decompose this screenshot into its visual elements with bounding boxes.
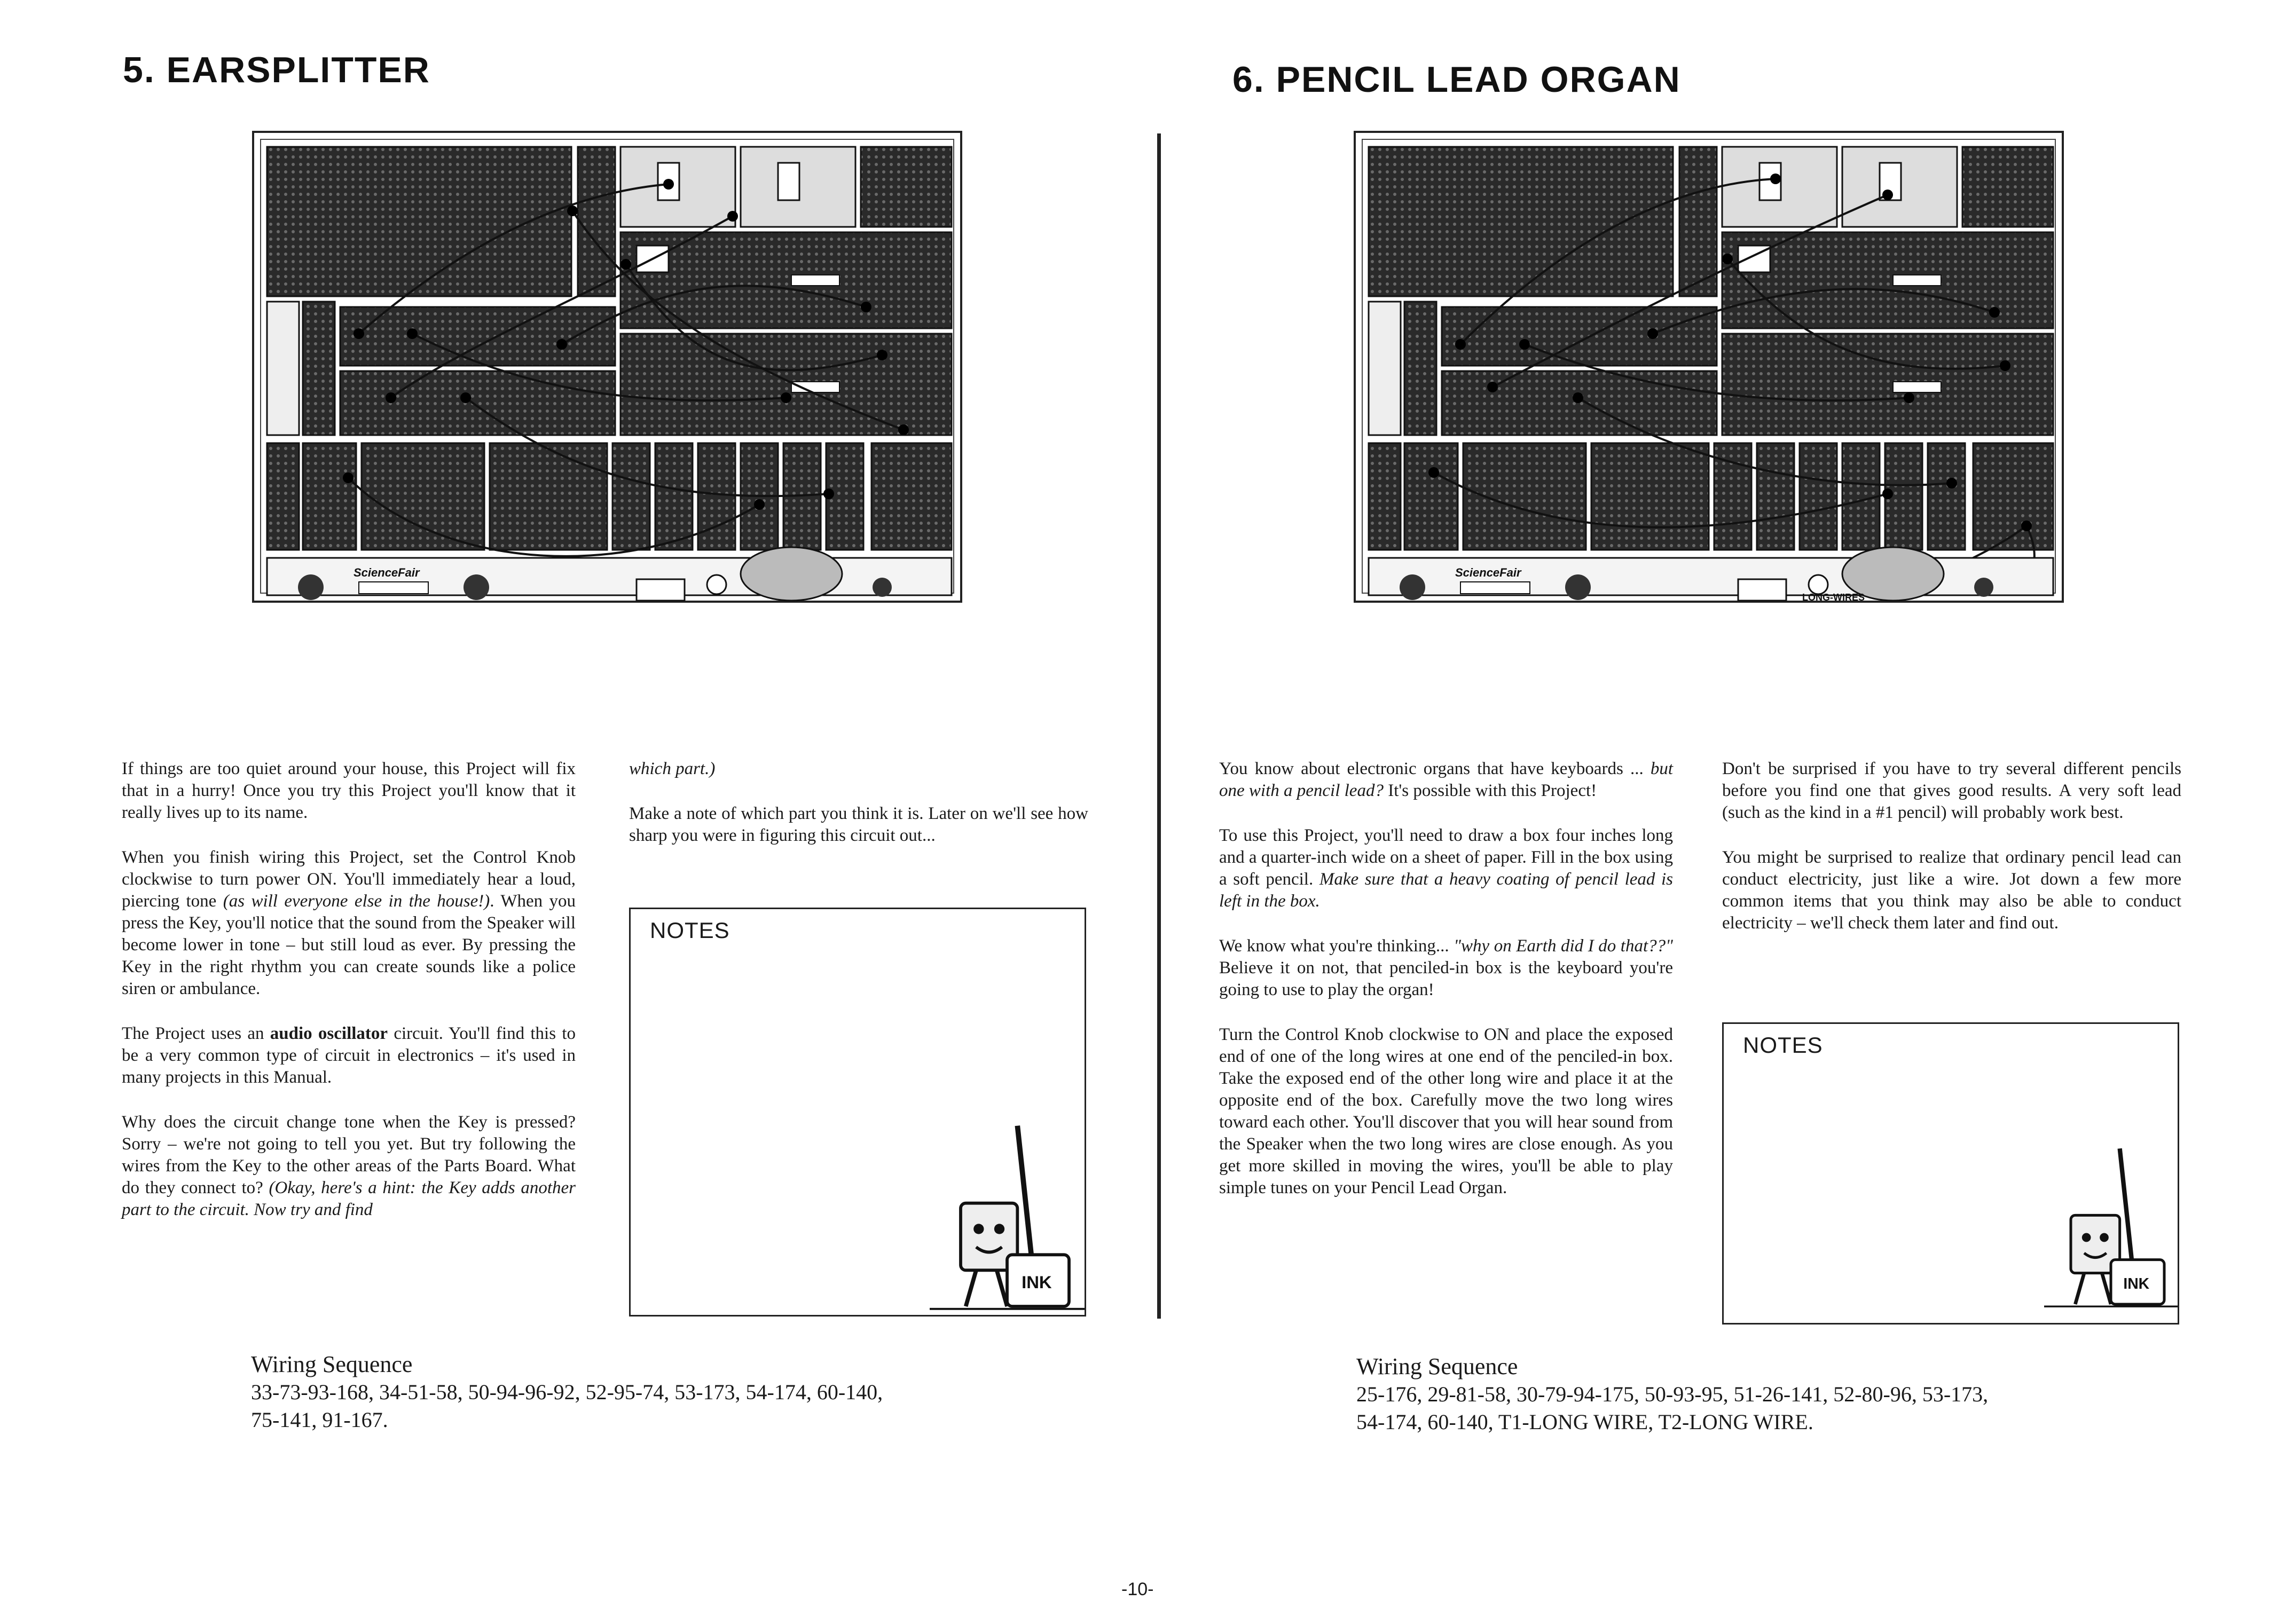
paragraph: The Project uses an audio oscillator circuit. You'll find this to be a very common type of circuit in electronics – it's used in many projects in this Manual. [122, 1024, 576, 1087]
wiring-sequence-title: Wiring Sequence [251, 1351, 413, 1377]
notes-label: NOTES [650, 918, 730, 943]
paragraph: To use this Project, you'll need to draw a box four inches long and a quarter-inch wide on a sheet of paper. Fill in the box using a soft pencil. Make sure that a heavy coating of pencil lead is left in the box. [1219, 826, 1673, 911]
earsplitter-text-column-2 [629, 758, 1088, 870]
wiring-sequence-line: 25-176, 29-81-58, 30-79-94-175, 50-93-95, 51-26-141, 52-80-96, 53-173, [1356, 1382, 1989, 1406]
paragraph: Make a note of which part you think it is. Later on we'll see how sharp you were in figuring this circuit out... [629, 804, 1088, 845]
board-brand-label: ScienceFair [354, 566, 420, 579]
paragraph: We know what you're thinking... "why on Earth did I do that??" Believe it on not, that penciled-in box is the keyboard you're going to use to play the organ! [1219, 936, 1673, 999]
ink-mascot-icon [930, 1112, 1085, 1315]
paragraph: Turn the Control Knob clockwise to ON and place the exposed end of one of the long wires at one end of the penciled-in box. Take the exposed end of the other long wire and place it at the opposite end of the box. Carefully move the two long wires toward each other. You'll discover that you will hear sound from the Speaker when the two long wires are close enough. As you get more skilled in moving the wires, you'll be able to play simple tunes on your Pencil Lead Organ. [1219, 1025, 1673, 1197]
wiring-sequence-line: 54-174, 60-140, T1-LONG WIRE, T2-LONG WIRE. [1356, 1410, 1813, 1434]
long-wires-label: LONG-WIRES [1802, 592, 1865, 603]
notes-box [1722, 1022, 2179, 1325]
paragraph: You might be surprised to realize that ordinary pencil lead can conduct electricity, just like a wire. Jot down a few more common items that you think may also be able to conduct electricity – we'll check them later and find out. [1722, 848, 2181, 933]
page-number: -10- [1121, 1579, 1154, 1599]
project-5-title: 5. EARSPLITTER [123, 50, 430, 90]
earsplitter-wiring-diagram [252, 131, 962, 643]
pencil-lead-organ-text-column-2 [1722, 758, 2181, 957]
svg-text:INK: INK [2123, 1275, 2150, 1292]
paragraph: Don't be surprised if you have to try several different pencils before you find one that gives good results. A very soft lead (such as the kind in a #1 pencil) will probably work best. [1722, 759, 2181, 822]
paragraph: You know about electronic organs that have keyboards ... but one with a pencil lead? It's possible with this Project! [1219, 759, 1673, 800]
paragraph: Why does the circuit change tone when the Key is pressed? Sorry – we're not going to tell you yet. But try following the wires from the Key to the other areas of the Parts Board. What do they connect to? (Okay, here's a hint: the Key adds another part to the circuit. Now try and find [122, 1113, 576, 1219]
project-6-title: 6. PENCIL LEAD ORGAN [1232, 59, 1681, 100]
board-brand-label: ScienceFair [1455, 566, 1521, 579]
pencil-lead-organ-wiring-sequence [1356, 1353, 2211, 1436]
earsplitter-wiring-sequence [251, 1351, 1105, 1434]
center-divider [1157, 133, 1161, 1319]
earsplitter-text-column-1 [122, 758, 576, 1244]
paragraph: which part.) [629, 759, 716, 778]
paragraph: If things are too quiet around your house, this Project will fix that in a hurry! Once you try this Project you'll know that it really lives up to its name. [122, 759, 576, 822]
paragraph: When you finish wiring this Project, set the Control Knob clockwise to turn power ON. You'll immediately hear a loud, piercing tone (as will everyone else in the house!). When you press the Key, you'll notice that the sound from the Speaker will become lower in tone – but still loud as ever. By pressing the Key in the right rhythm you can create sounds like a police siren or ambulance. [122, 848, 576, 998]
pencil-lead-organ-wiring-diagram [1354, 131, 2064, 643]
wiring-sequence-line: 33-73-93-168, 34-51-58, 50-94-96-92, 52-95-74, 53-173, 54-174, 60-140, [251, 1380, 883, 1404]
notes-label: NOTES [1743, 1032, 1823, 1058]
wiring-sequence-title: Wiring Sequence [1356, 1353, 1518, 1379]
ink-mascot-icon [2044, 1125, 2178, 1323]
pencil-lead-organ-text-column-1 [1219, 758, 1673, 1222]
wiring-sequence-line: 75-141, 91-167. [251, 1408, 388, 1432]
svg-text:INK: INK [1022, 1272, 1052, 1292]
notes-box [629, 908, 1086, 1316]
